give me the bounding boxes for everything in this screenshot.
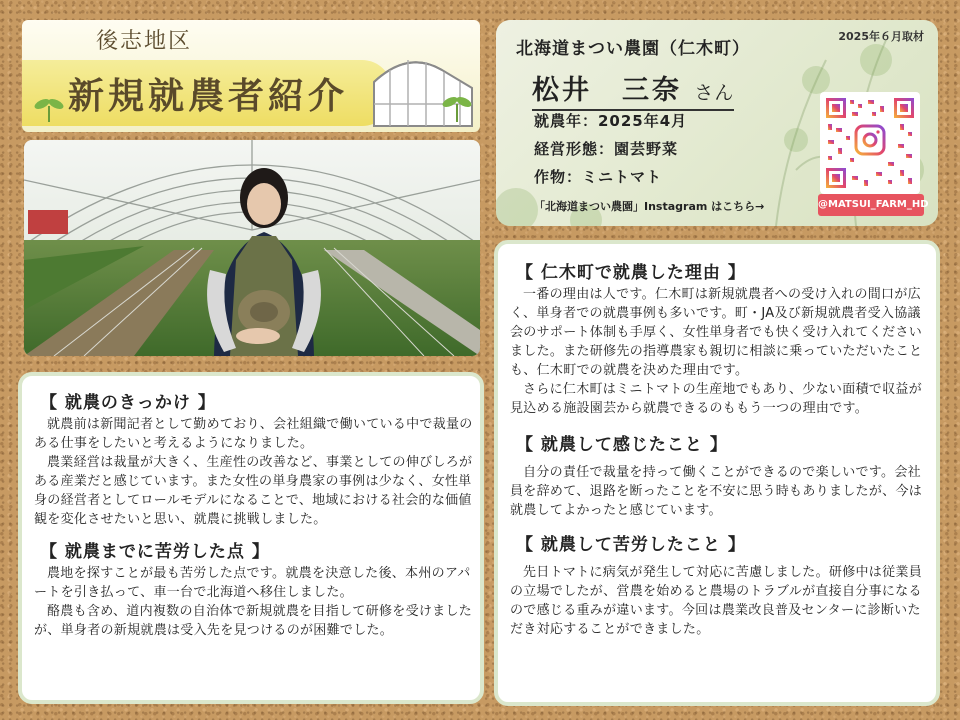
- section-paragraph: 就農前は新聞記者として勤めており、会社組織で働いている中で裁量のある仕事をしたいと考えるようになりました。: [34, 417, 473, 451]
- district-label: 後志地区: [96, 29, 193, 54]
- farmer-name-text: 松井 三奈: [532, 75, 682, 106]
- section-paragraph: 先日トマトに病気が発生して対応に苦慮しました。研修中は従業員の立場でしたが、営農を始めると農場のトラブルが直接自分事になるので感じる重みが違います。今回は農業改良普及センターに診断いただき対応することができました。: [510, 565, 923, 637]
- qr-code-icon[interactable]: [820, 92, 920, 194]
- section-paragraph: 農業経営は裁量が大きく、生産性の改善など、事業としての伸びしろがある産業だと感じています。また女性の単身農家の事例は少なく、女性単身の経営者としてロールモデルになることで、地域における社会的な価値観を変化させたいと思い、就農に挑戦しました。: [34, 455, 473, 527]
- farmer-name: [532, 68, 734, 111]
- instagram-note: 「北海道まつい農園」Instagram はこちら→: [534, 200, 765, 213]
- left-content-box: [18, 372, 484, 704]
- farm-name: 北海道まつい農園（仁木町）: [516, 39, 750, 59]
- section-title: 【 就農して苦労したこと 】: [516, 535, 746, 555]
- section-paragraph: 農地を探すことが最も苦労した点です。就農を決意した後、本州のアパートを引き払って、車一台で北海道へ移住しました。: [34, 566, 471, 600]
- section-paragraph: 自分の責任で裁量を持って働くことができるので楽しいです。会社員を辞めて、退路を断ったことを不安に思う時もありましたが、今は就農してよかったと感じています。: [510, 465, 923, 518]
- section-title: 【 仁木町で就農した理由 】: [516, 263, 746, 283]
- page-title: 新規就農者紹介: [68, 76, 349, 117]
- section-title: 【 就農までに苦労した点 】: [40, 542, 270, 562]
- section-paragraph: さらに仁木町はミニトマトの生産地でもあり、少ない面積で収益が見込める施設園芸から就農できるのももう一つの理由です。: [510, 382, 923, 416]
- crop: 作物：ミニトマト: [534, 168, 663, 186]
- sprout-icon: [32, 92, 66, 122]
- instagram-handle[interactable]: @MATSUI_FARM_HD: [818, 194, 924, 216]
- honorific: さん: [694, 82, 735, 104]
- profile-card: [496, 20, 938, 226]
- section-title: 【 就農のきっかけ 】: [40, 393, 216, 413]
- interview-date: 2025年６月取材: [838, 30, 924, 43]
- section-paragraph: 酪農も含め、道内複数の自治体で新規就農を目指して研修を受けましたが、単身者の新規就農は受入先を見つけるのが困難でした。: [34, 604, 473, 638]
- sprout-icon: [440, 90, 474, 122]
- right-content-box: [494, 240, 940, 706]
- section-paragraph: 一番の理由は人です。仁木町は新規就農者への受け入れの間口が広く、単身者での就農事例も多いです。町・JA及び新規就農者受入協議会のサポート体制も手厚く、女性単身者でも快く受け入れてくださいました。また研修先の指導農家も親切に相談に乗っていただいたことも、仁木町での就農を決めた理由です。: [510, 287, 923, 378]
- farmer-photo: [24, 140, 480, 356]
- title-banner: [22, 20, 480, 132]
- section-title: 【 就農して感じたこと 】: [516, 435, 728, 455]
- start-year: 就農年：2025年4月: [534, 112, 688, 130]
- management-type: 経営形態：園芸野菜: [534, 140, 679, 158]
